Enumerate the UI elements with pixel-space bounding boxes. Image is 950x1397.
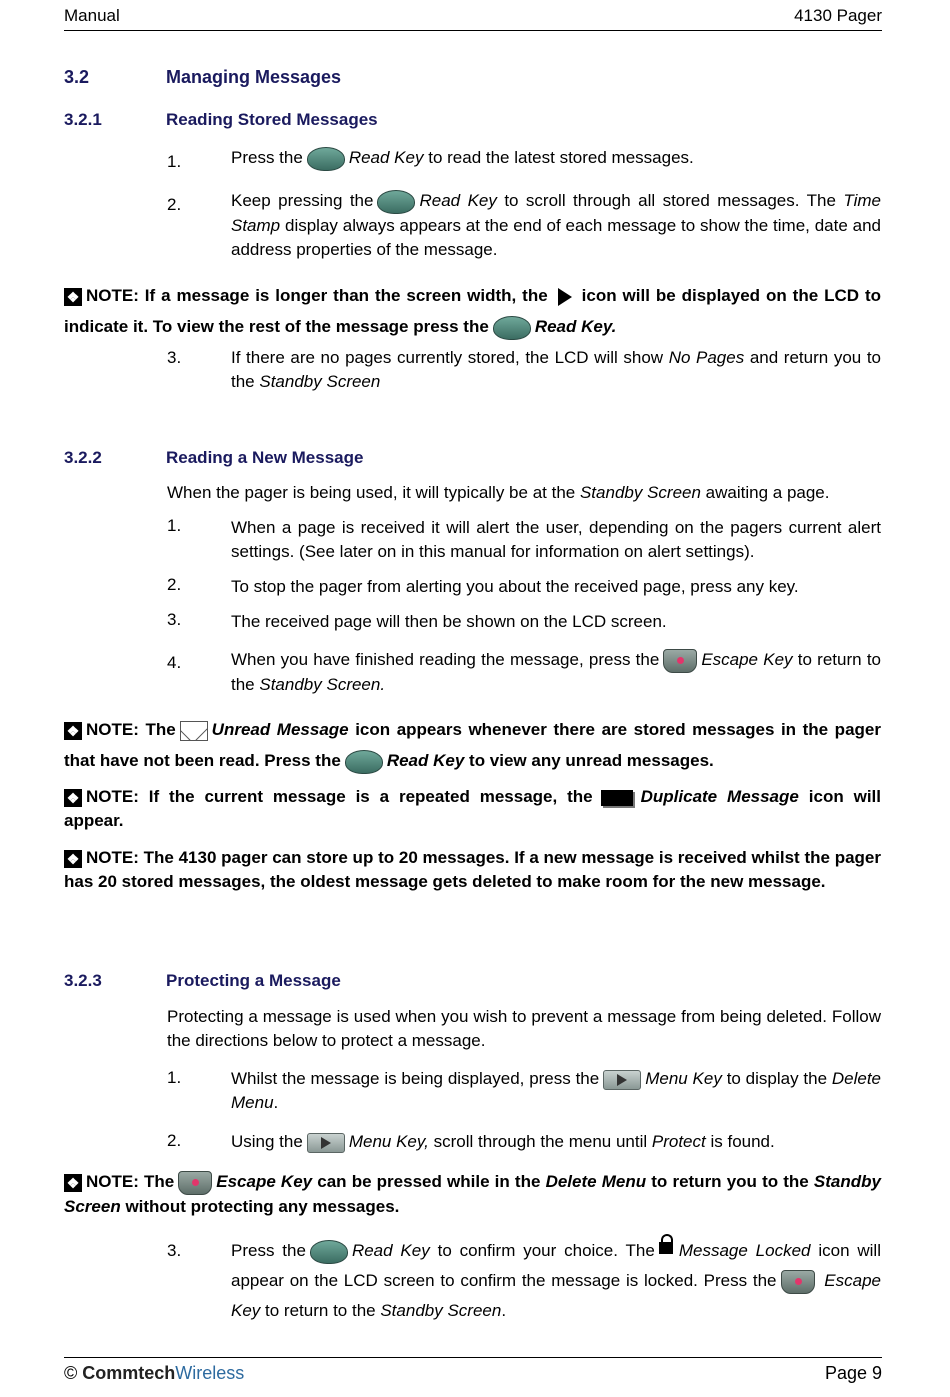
list-item: Using the Menu Key, scroll through the menu until Protect is found.: [231, 1132, 775, 1151]
page-header: [64, 6, 882, 31]
read-key-icon: [310, 1240, 348, 1264]
read-key-icon: [307, 147, 345, 171]
arrow-right-icon: [558, 288, 572, 306]
footer-brand: © CommtechWireless: [64, 1363, 245, 1383]
list-number: 3.: [167, 348, 182, 367]
list-item: When you have finished reading the message, press the Escape Key to return to the Standby Screen.: [231, 650, 881, 694]
section-heading-3-2-2: 3.2.2 Reading a New Message: [64, 448, 364, 467]
list-item: To stop the pager from alerting you about the received page, press any key.: [231, 577, 799, 596]
read-key-icon: [493, 316, 531, 340]
note-icon: ❖: [64, 722, 82, 740]
header-left: Manual: [64, 6, 120, 25]
list-item: If there are no pages currently stored, the LCD will show No Pages and return you to the Standby Screen: [231, 348, 881, 391]
list-number: 1.: [167, 516, 182, 535]
read-key-icon: [377, 190, 415, 214]
list-number: 3.: [167, 610, 182, 629]
list-item: The received page will then be shown on the LCD screen.: [231, 612, 667, 631]
list-number: 3.: [167, 1241, 182, 1260]
lock-icon: [659, 1242, 673, 1254]
escape-key-icon: [663, 649, 697, 673]
list-item: Press the Read Key to read the latest stored messages.: [231, 146, 881, 171]
list-number: 2.: [167, 195, 182, 214]
escape-key-icon: [178, 1171, 212, 1195]
read-key-icon: [345, 750, 383, 774]
list-number: 1.: [167, 152, 182, 171]
note-icon: ❖: [64, 850, 82, 868]
list-item: When a page is received it will alert the user, depending on the pagers current alert settings. (See later on in this manual for information on alert settings).: [231, 518, 881, 561]
note-unread: ❖ NOTE: The Unread Message icon appears whenever there are stored messages in the pager that have not been read. Press the Read Key to view any unread messages.: [64, 714, 881, 776]
duplicate-message-icon: [601, 790, 633, 806]
escape-key-icon: [781, 1270, 815, 1294]
note-duplicate: ❖ NOTE: If the current message is a repeated message, the Duplicate Message icon will appear.: [64, 787, 881, 830]
list-number: 1.: [167, 1068, 182, 1087]
list-number: 4.: [167, 653, 182, 672]
section-heading-3-2: 3.2 Managing Messages: [64, 67, 342, 87]
list-number: 2.: [167, 575, 182, 594]
header-right: 4130 Pager: [794, 6, 882, 25]
list-item: Whilst the message is being displayed, press the Menu Key to display the Delete Menu.: [231, 1069, 882, 1112]
note-capacity: ❖ NOTE: The 4130 pager can store up to 20 messages. If a new message is received whilst the pager has 20 stored messages, the oldest message gets deleted to make room for the new message.: [64, 848, 881, 891]
menu-key-icon: [307, 1133, 345, 1153]
menu-key-icon: [603, 1070, 641, 1090]
page-number: Page 9: [824, 1363, 882, 1383]
note-icon: ❖: [64, 1174, 82, 1192]
list-number: 2.: [167, 1131, 182, 1150]
section-heading-3-2-1: 3.2.1 Reading Stored Messages: [64, 110, 378, 129]
note-escape: ❖ NOTE: The Escape Key can be pressed while in the Delete Menu to return you to the Standby Screen without protecting any messages.: [64, 1172, 881, 1216]
list-item: Keep pressing the Read Key to scroll through all stored messages. The Time Stamp display always appears at the end of each message to show the time, date and address properties of the message.: [231, 191, 881, 259]
note-icon: ❖: [64, 789, 82, 807]
list-item: Press the Read Key to confirm your choice. The Message Locked icon will appear on the LCD screen to confirm the message is locked. Press the Escape Key to return to the Standby Screen.: [231, 1241, 881, 1320]
page-footer: [64, 1357, 882, 1383]
note-icon: ❖: [64, 288, 82, 306]
section-heading-3-2-3: 3.2.3 Protecting a Message: [64, 971, 341, 990]
paragraph: When the pager is being used, it will typically be at the Standby Screen awaiting a page.: [167, 483, 830, 502]
paragraph: Protecting a message is used when you wish to prevent a message from being deleted. Follow the directions below to protect a message.: [167, 1007, 881, 1050]
envelope-icon: [180, 721, 208, 741]
note-scroll: ❖ NOTE: If a message is longer than the screen width, the icon will be displayed on the LCD to indicate it. To view the rest of the message press the Read Key.: [64, 280, 881, 342]
